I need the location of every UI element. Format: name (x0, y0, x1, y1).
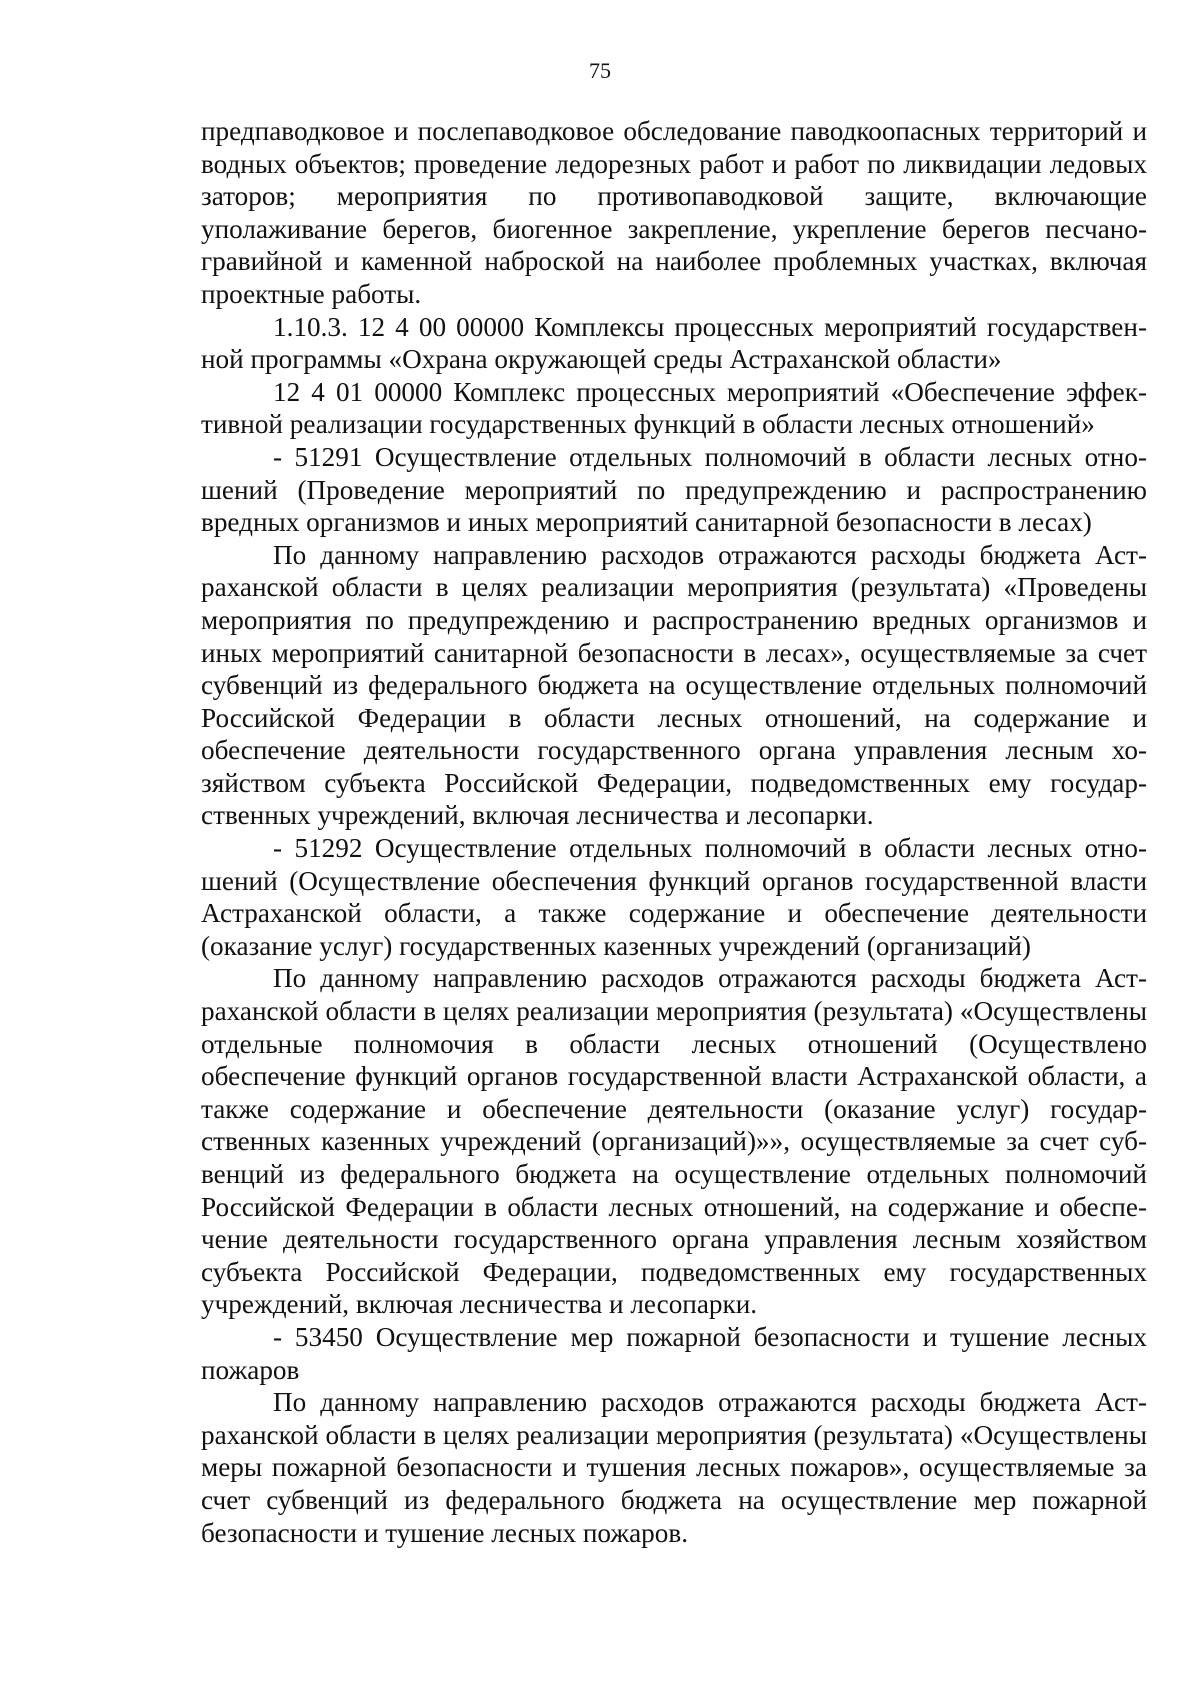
paragraph-item-53450: - 53450 Осуществление мер пожарной безопасности и тушение лесных пожаров (201, 1321, 1147, 1385)
paragraph-complex-heading: 12 4 01 00000 Комплекс процессных мероприятий «Обеспечение эффективной реализации государственных функций в области лесных отношений» (201, 376, 1147, 440)
page-number: 75 (589, 58, 611, 83)
paragraph-description-51291: По данному направлению расходов отражаются расходы бюджета Астраханской области в целях реализации мероприятия (результата) «Проведены мероприятия по предупреждению и распространению вредных организмов и иных мероприятий санитарной безопасности в лесах», осуществляемые за счет субвенций из федерального бюджета на осуществление отдельных полномочий Российской Федерации в области лесных отношений, на содержание и обеспечение деятельности государственного органа управления лесным хозяйством субъекта Российской Федерации, подведомственных ему государственных учреждений, включая лесничества и лесопарки. (201, 539, 1147, 831)
paragraph-item-51292: - 51292 Осуществление отдельных полномочий в области лесных отношений (Осуществление обеспечения функций органов государственной власти Астраханской области, а также содержание и обеспечение деятельности (оказание услуг) государственных казенных учреждений (организаций) (201, 833, 1147, 961)
paragraph-section-heading: 1.10.3. 12 4 00 00000 Комплексы процессных мероприятий государственной программы «Охрана окружающей среды Астраханской области» (201, 311, 1147, 375)
paragraph-description-51292: По данному направлению расходов отражаются расходы бюджета Астраханской области в целях реализации мероприятия (результата) «Осуществлены отдельные полномочия в области лесных отношений (Осуществлено обеспечение функций органов государственной власти Астраханской области, а также содержание и обеспечение деятельности (оказание услуг) государственных казенных учреждений (организаций)»», осуществляемые за счет субвенций из федерального бюджета на осуществление отдельных полномочий Российской Федерации в области лесных отношений, на содержание и обеспечение деятельности государственного органа управления лесным хозяйством субъекта Российской Федерации, подведомственных ему государственных учреждений, включая лесничества и лесопарки. (201, 963, 1147, 1320)
paragraph-flood-survey: предпаводковое и послепаводковое обследование паводкоопасных территорий и водных объектов; проведение ледорезных работ и работ по ликвидации ледовых заторов; мероприятия по противопаводковой защите, включающие уполаживание берегов, биогенное закрепление, укрепление берегов песчаногравийной и каменной наброской на наиболее проблемных участках, включая проектные работы. (201, 116, 1147, 309)
document-body (201, 115, 1147, 1549)
paragraph-description-53450: По данному направлению расходов отражаются расходы бюджета Астраханской области в целях реализации мероприятия (результата) «Осуществлены меры пожарной безопасности и тушения лесных пожаров», осуществляемые за счет субвенций из федерального бюджета на осуществление мер пожарной безопасности и тушение лесных пожаров. (201, 1387, 1147, 1548)
paragraph-item-51291: - 51291 Осуществление отдельных полномочий в области лесных отношений (Проведение мероприятий по предупреждению и распространению вредных организмов и иных мероприятий санитарной безопасности в лесах) (201, 441, 1147, 538)
